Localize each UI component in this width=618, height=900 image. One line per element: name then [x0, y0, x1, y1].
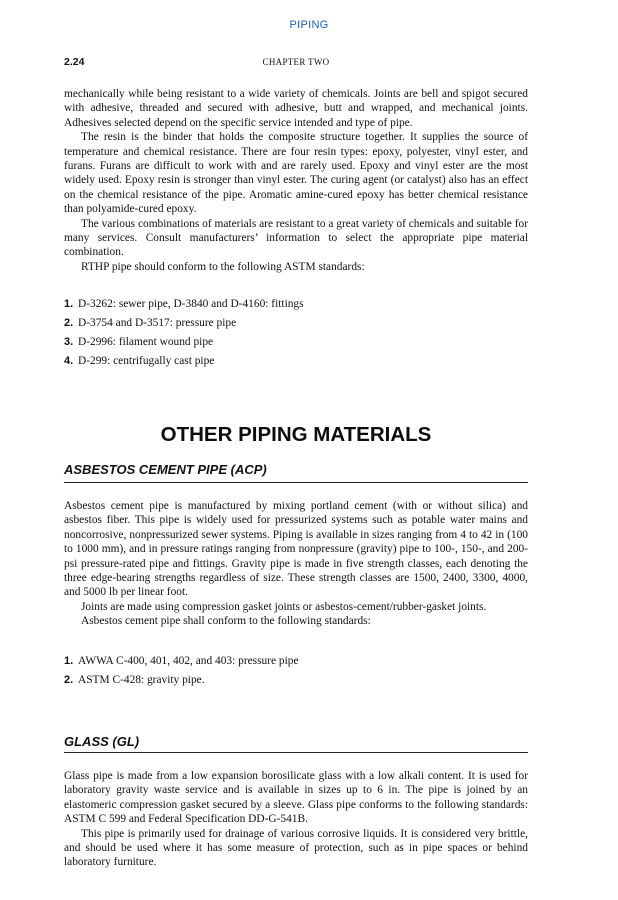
major-heading: OTHER PIPING MATERIALS	[160, 423, 432, 446]
intro-section	[64, 87, 528, 274]
acp-heading: ASBESTOS CEMENT PIPE (ACP)	[64, 462, 267, 477]
intro-paragraph: The various combinations of materials are resistant to a great variety of chemicals and suitable for many services. Consult manufacturers’ information to select the appropriate pipe material combination.	[64, 217, 528, 259]
acp-section	[64, 499, 528, 629]
list-item	[64, 335, 528, 354]
acp-paragraph: Asbestos cement pipe is manufactured by mixing portland cement (with or without silica) and asbestos fiber. This pipe is widely used for pressurized systems such as potable water mains and noncorrosive, nonpressurized sewer systems. Piping is available in sizes ranging from 4 to 42 in (100 to 1000 mm), and in pressure ratings ranging from nonpressure (gravity) pipe to 100-, 150-, and 200-psi pressure-rated pipe and fittings. Gravity pipe is made in five strength classes, each denoting the three edge-bearing strengths regardless of size. These strength classes are 1500, 2400, 3300, 4000, and 5000 lb per linear foot.	[64, 500, 528, 599]
list-number: 2.	[64, 317, 74, 329]
intro-paragraph: mechanically while being resistant to a wide variety of chemicals. Joints are bell and spigot secured with adhesive, threaded and secured with adhesive, butt and wrapped, and mechanical joints. Adhesives selected depend on the specific service intended and type of pipe.	[64, 88, 528, 129]
section-rule	[64, 482, 528, 483]
acp-paragraph: Joints are made using compression gasket joints or asbestos-cement/rubber-gasket joints.	[81, 600, 487, 613]
section-rule	[64, 752, 528, 753]
list-item	[64, 654, 528, 673]
intro-paragraph: RTHP pipe should conform to the following ASTM standards:	[81, 260, 365, 273]
list-text: D-3262: sewer pipe, D-3840 and D-4160: fittings	[78, 298, 304, 310]
intro-paragraph: The resin is the binder that holds the composite structure together. It supplies the source of temperature and chemical resistance. There are four resin types: epoxy, polyester, vinyl ester, and furans. Furans are difficult to work with and are rarely used. Epoxy and vinyl ester are the most widely used. Epoxy resin is stronger than vinyl ester. The curing agent (or catalyst) also has an effect on the chemical resistance of the pipe. Aromatic amine-cured epoxy has better chemical resistance than polyamide-cured epoxy.	[64, 131, 528, 216]
list-item	[64, 354, 528, 373]
page-header	[64, 56, 528, 70]
glass-paragraph: This pipe is primarily used for drainage of various corrosive liquids. It is considered very brittle, and should be used where it has some measure of protection, such as in pipe spaces or behind laboratory furniture.	[64, 827, 528, 869]
list-item	[64, 673, 528, 692]
glass-heading: GLASS (GL)	[64, 734, 140, 749]
glass-section	[64, 769, 528, 870]
list-number: 3.	[64, 336, 74, 348]
list-text: D-3754 and D-3517: pressure pipe	[78, 317, 237, 329]
list-number: 1.	[64, 298, 74, 310]
list-text: AWWA C-400, 401, 402, and 403: pressure pipe	[78, 655, 299, 667]
list-number: 2.	[64, 674, 74, 686]
list-item	[64, 316, 528, 335]
glass-paragraph: Glass pipe is made from a low expansion borosilicate glass with a low alkali content. It is used for laboratory gravity waste service and is available in sizes up to 6 in. The pipe is joined by an elastomeric compression gasket secured by a sleeve. Glass pipe conforms to the following standards: ASTM C 599 and Federal Specification DD-G-541B.	[64, 770, 528, 826]
acp-paragraph: Asbestos cement pipe shall conform to the following standards:	[81, 615, 371, 628]
rthp-standards-list	[64, 297, 528, 373]
list-item	[64, 297, 528, 316]
page-number: 2.24	[64, 56, 85, 68]
acp-standards-list	[64, 654, 528, 692]
list-text: D-299: centrifugally cast pipe	[78, 355, 215, 367]
list-text: ASTM C-428: gravity pipe.	[78, 674, 205, 686]
list-number: 1.	[64, 655, 74, 667]
list-number: 4.	[64, 355, 74, 367]
list-text: D-2996: filament wound pipe	[78, 336, 214, 348]
chapter-title: CHAPTER TWO	[262, 57, 330, 67]
running-head: PIPING	[289, 19, 329, 31]
